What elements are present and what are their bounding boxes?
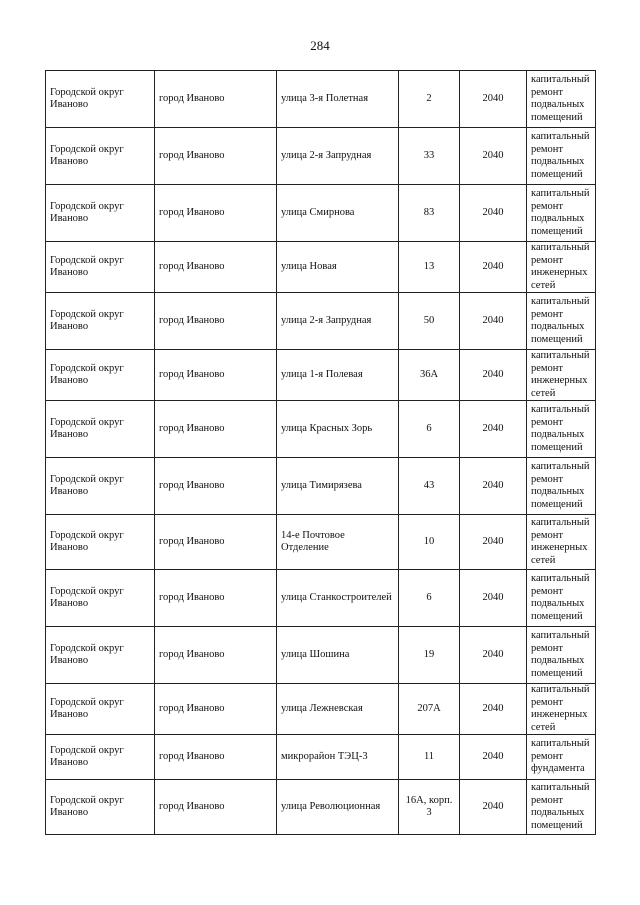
district-cell: Городской округ Иваново bbox=[46, 735, 155, 780]
city-cell: город Иваново bbox=[155, 627, 277, 684]
street-cell: улица Тимирязева bbox=[277, 458, 399, 515]
district-cell: Городской округ Иваново bbox=[46, 128, 155, 185]
table-row bbox=[46, 627, 596, 684]
year-cell: 2040 bbox=[460, 458, 527, 515]
house-number-cell: 6 bbox=[399, 401, 460, 458]
work-type-cell: капитальный ремонт инженерных сетей bbox=[527, 515, 596, 570]
street-cell: улица Смирнова bbox=[277, 185, 399, 242]
table-row bbox=[46, 242, 596, 293]
city-cell: город Иваново bbox=[155, 185, 277, 242]
district-cell: Городской округ Иваново bbox=[46, 71, 155, 128]
city-cell: город Иваново bbox=[155, 780, 277, 835]
house-number-cell: 50 bbox=[399, 293, 460, 350]
city-cell: город Иваново bbox=[155, 128, 277, 185]
work-type-cell: капитальный ремонт инженерных сетей bbox=[527, 684, 596, 735]
table-row bbox=[46, 350, 596, 401]
table-row bbox=[46, 684, 596, 735]
table-row bbox=[46, 515, 596, 570]
work-type-cell: капитальный ремонт подвальных помещений bbox=[527, 780, 596, 835]
city-cell: город Иваново bbox=[155, 735, 277, 780]
work-type-cell: капитальный ремонт подвальных помещений bbox=[527, 185, 596, 242]
house-number-cell: 6 bbox=[399, 570, 460, 627]
street-cell: улица Шошина bbox=[277, 627, 399, 684]
district-cell: Городской округ Иваново bbox=[46, 185, 155, 242]
house-number-cell: 10 bbox=[399, 515, 460, 570]
house-number-cell: 207А bbox=[399, 684, 460, 735]
city-cell: город Иваново bbox=[155, 515, 277, 570]
district-cell: Городской округ Иваново bbox=[46, 242, 155, 293]
year-cell: 2040 bbox=[460, 570, 527, 627]
street-cell: улица 1-я Полевая bbox=[277, 350, 399, 401]
district-cell: Городской округ Иваново bbox=[46, 350, 155, 401]
district-cell: Городской округ Иваново bbox=[46, 627, 155, 684]
street-cell: улица Лежневская bbox=[277, 684, 399, 735]
street-cell: микрорайон ТЭЦ-3 bbox=[277, 735, 399, 780]
house-number-cell: 16А, корп. 3 bbox=[399, 780, 460, 835]
district-cell: Городской округ Иваново bbox=[46, 515, 155, 570]
table-row bbox=[46, 458, 596, 515]
city-cell: город Иваново bbox=[155, 293, 277, 350]
work-type-cell: капитальный ремонт подвальных помещений bbox=[527, 401, 596, 458]
year-cell: 2040 bbox=[460, 735, 527, 780]
work-type-cell: капитальный ремонт подвальных помещений bbox=[527, 570, 596, 627]
city-cell: город Иваново bbox=[155, 350, 277, 401]
table-row bbox=[46, 401, 596, 458]
table-row bbox=[46, 735, 596, 780]
district-cell: Городской округ Иваново bbox=[46, 401, 155, 458]
table-row bbox=[46, 570, 596, 627]
city-cell: город Иваново bbox=[155, 458, 277, 515]
house-number-cell: 13 bbox=[399, 242, 460, 293]
house-number-cell: 83 bbox=[399, 185, 460, 242]
work-type-cell: капитальный ремонт подвальных помещений bbox=[527, 128, 596, 185]
year-cell: 2040 bbox=[460, 684, 527, 735]
house-number-cell: 33 bbox=[399, 128, 460, 185]
street-cell: 14-е Почтовое Отделение bbox=[277, 515, 399, 570]
year-cell: 2040 bbox=[460, 242, 527, 293]
district-cell: Городской округ Иваново bbox=[46, 684, 155, 735]
table-row bbox=[46, 293, 596, 350]
house-number-cell: 11 bbox=[399, 735, 460, 780]
house-number-cell: 2 bbox=[399, 71, 460, 128]
table-row bbox=[46, 71, 596, 128]
work-type-cell: капитальный ремонт инженерных сетей bbox=[527, 350, 596, 401]
table-row bbox=[46, 128, 596, 185]
year-cell: 2040 bbox=[460, 350, 527, 401]
district-cell: Городской округ Иваново bbox=[46, 570, 155, 627]
street-cell: улица 3-я Полетная bbox=[277, 71, 399, 128]
work-type-cell: капитальный ремонт инженерных сетей bbox=[527, 242, 596, 293]
street-cell: улица 2-я Запрудная bbox=[277, 293, 399, 350]
street-cell: улица Новая bbox=[277, 242, 399, 293]
year-cell: 2040 bbox=[460, 401, 527, 458]
street-cell: улица Революционная bbox=[277, 780, 399, 835]
year-cell: 2040 bbox=[460, 627, 527, 684]
work-type-cell: капитальный ремонт подвальных помещений bbox=[527, 458, 596, 515]
city-cell: город Иваново bbox=[155, 401, 277, 458]
city-cell: город Иваново bbox=[155, 71, 277, 128]
year-cell: 2040 bbox=[460, 71, 527, 128]
house-number-cell: 36А bbox=[399, 350, 460, 401]
city-cell: город Иваново bbox=[155, 242, 277, 293]
work-type-cell: капитальный ремонт подвальных помещений bbox=[527, 627, 596, 684]
year-cell: 2040 bbox=[460, 515, 527, 570]
city-cell: город Иваново bbox=[155, 570, 277, 627]
street-cell: улица 2-я Запрудная bbox=[277, 128, 399, 185]
year-cell: 2040 bbox=[460, 780, 527, 835]
district-cell: Городской округ Иваново bbox=[46, 780, 155, 835]
year-cell: 2040 bbox=[460, 128, 527, 185]
housing-repair-table bbox=[45, 70, 596, 835]
table-row bbox=[46, 780, 596, 835]
work-type-cell: капитальный ремонт фундамента bbox=[527, 735, 596, 780]
year-cell: 2040 bbox=[460, 185, 527, 242]
street-cell: улица Красных Зорь bbox=[277, 401, 399, 458]
year-cell: 2040 bbox=[460, 293, 527, 350]
page-number: 284 bbox=[310, 38, 330, 53]
house-number-cell: 19 bbox=[399, 627, 460, 684]
table-row bbox=[46, 185, 596, 242]
work-type-cell: капитальный ремонт подвальных помещений bbox=[527, 293, 596, 350]
street-cell: улица Станкостроителей bbox=[277, 570, 399, 627]
district-cell: Городской округ Иваново bbox=[46, 293, 155, 350]
work-type-cell: капитальный ремонт подвальных помещений bbox=[527, 71, 596, 128]
district-cell: Городской округ Иваново bbox=[46, 458, 155, 515]
city-cell: город Иваново bbox=[155, 684, 277, 735]
house-number-cell: 43 bbox=[399, 458, 460, 515]
